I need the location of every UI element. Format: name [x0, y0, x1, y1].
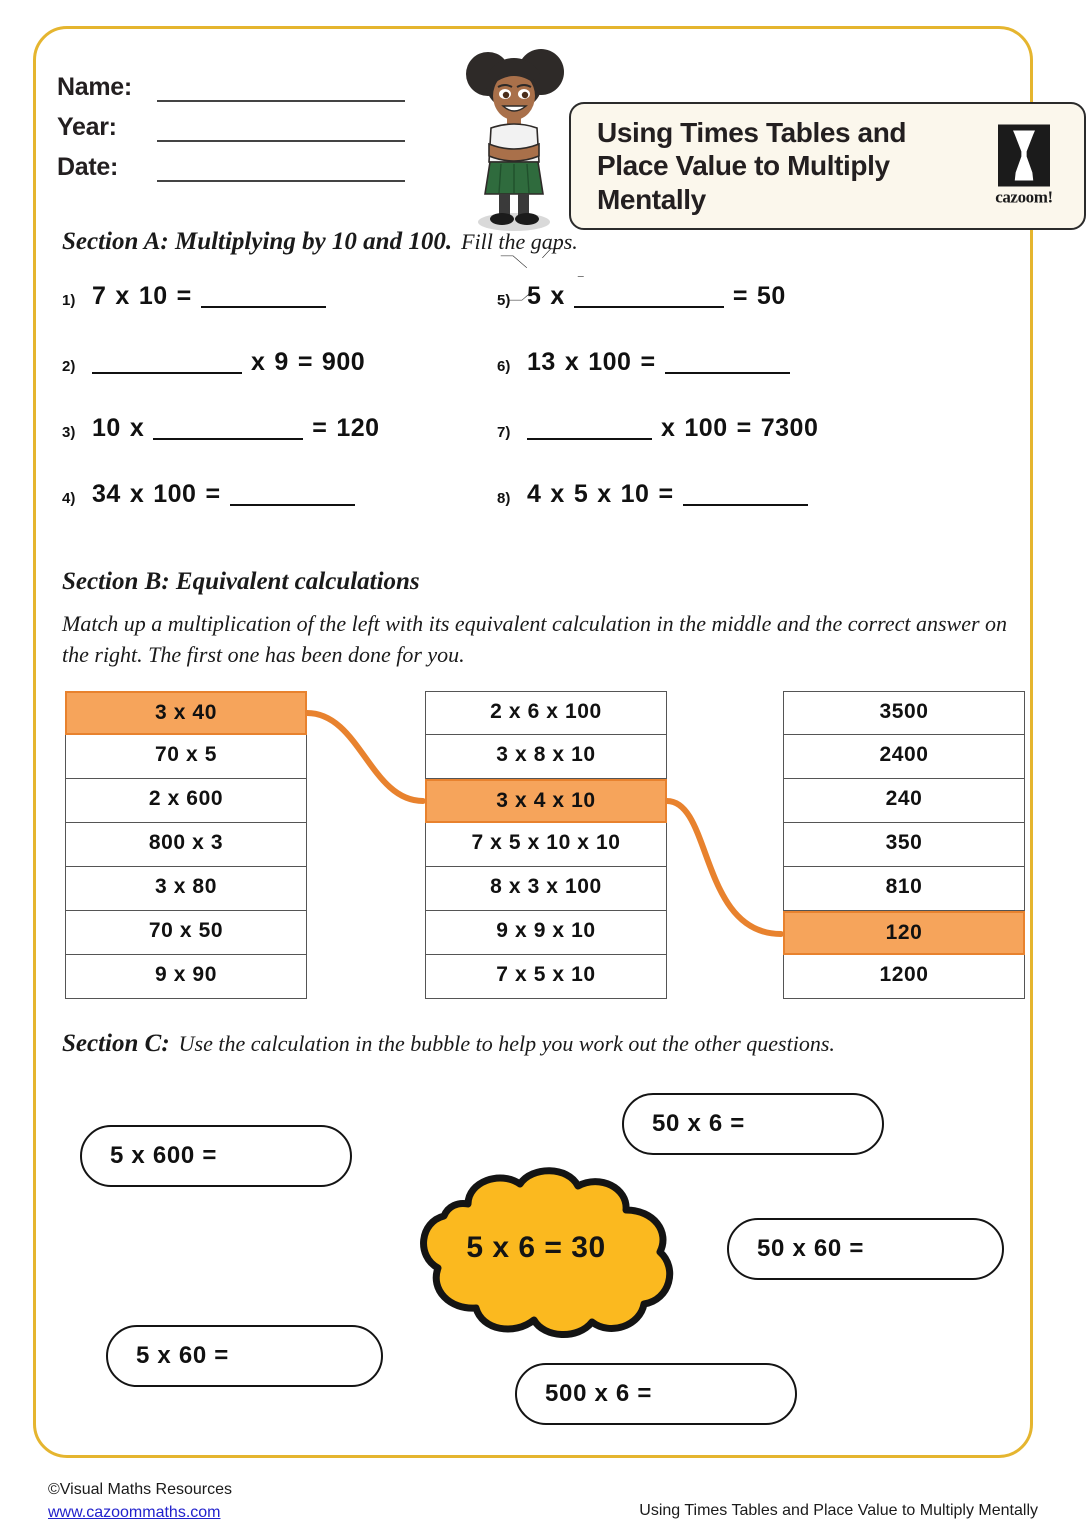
bubble-connector-lines — [0, 0, 1086, 340]
operand: 5 — [573, 480, 589, 508]
cazoom-wordmark: cazoom! — [995, 187, 1053, 207]
match-cell-right[interactable]: 120 — [783, 911, 1025, 955]
match-cell-left[interactable]: 70 x 50 — [65, 911, 307, 955]
question-number: 6) — [497, 358, 511, 375]
question-7 — [497, 414, 1022, 480]
page-title: Using Times Tables and Place Value to Multiply Mentally — [597, 117, 907, 215]
section-a-heading: Section A: Multiplying by 10 and 100. — [62, 228, 453, 255]
match-column-middle — [425, 691, 667, 999]
match-cell-left[interactable]: 70 x 5 — [65, 735, 307, 779]
match-cell-middle[interactable]: 7 x 5 x 10 — [425, 955, 667, 999]
match-cell-left[interactable]: 3 x 80 — [65, 867, 307, 911]
match-cell-left[interactable]: 3 x 40 — [65, 691, 307, 735]
operator: x — [597, 480, 612, 508]
bubble-text: 5 x 600 = — [110, 1142, 218, 1169]
question-number: 4) — [62, 490, 76, 507]
answer-blank[interactable] — [665, 348, 790, 374]
section-c-instruction: Use the calculation in the bubble to help you work out the other questions. — [178, 1031, 835, 1056]
question-4 — [62, 480, 497, 546]
question-number: 1) — [62, 292, 76, 309]
bubble-question[interactable] — [106, 1325, 383, 1387]
operand: 50 — [756, 282, 786, 310]
answer-blank[interactable] — [527, 414, 652, 440]
question-expression — [527, 480, 808, 509]
question-expression — [92, 348, 365, 377]
copyright-text: ©Visual Maths Resources — [48, 1481, 233, 1498]
equals-sign: = — [658, 480, 674, 508]
match-cell-left[interactable]: 2 x 600 — [65, 779, 307, 823]
equals-sign: = — [312, 414, 328, 442]
name-label: Name: — [57, 73, 132, 101]
section-b-heading: Section B: Equivalent calculations — [62, 568, 420, 595]
operand: 9 — [274, 348, 289, 376]
match-cell-right[interactable]: 1200 — [783, 955, 1025, 999]
operand: 34 — [92, 480, 121, 508]
question-number: 3) — [62, 424, 76, 441]
match-cell-right[interactable]: 810 — [783, 867, 1025, 911]
match-cell-middle[interactable]: 2 x 6 x 100 — [425, 691, 667, 735]
operand: 13 — [527, 348, 556, 376]
operator: x — [550, 480, 565, 508]
answer-blank[interactable] — [92, 348, 242, 374]
bubble-text: 50 x 60 = — [757, 1235, 865, 1262]
question-3 — [62, 414, 497, 480]
operator: x — [129, 480, 145, 508]
operator: x — [115, 282, 130, 310]
question-2 — [62, 348, 497, 414]
footer-left-block — [48, 1478, 232, 1524]
operator: x — [550, 282, 565, 310]
operator: x — [129, 414, 145, 442]
equals-sign: = — [176, 282, 192, 310]
footer-worksheet-name: Using Times Tables and Place Value to Multiply Mentally — [639, 1502, 1038, 1519]
question-number: 5) — [497, 292, 511, 309]
bubble-text: 5 x 60 = — [136, 1342, 230, 1369]
bubble-text: 50 x 6 = — [652, 1110, 746, 1137]
operator: x — [564, 348, 580, 376]
match-cell-right[interactable]: 2400 — [783, 735, 1025, 779]
match-cell-middle[interactable]: 3 x 4 x 10 — [425, 779, 667, 823]
question-8 — [497, 480, 1022, 546]
cloud-equation: 5 x 6 = 30 — [466, 1231, 606, 1264]
operand: 900 — [321, 348, 366, 376]
match-column-right — [783, 691, 1025, 999]
equals-sign: = — [732, 282, 748, 310]
year-label: Year: — [57, 113, 117, 141]
question-number: 2) — [62, 358, 76, 375]
match-cell-left[interactable]: 9 x 90 — [65, 955, 307, 999]
bubble-question[interactable] — [622, 1093, 884, 1155]
answer-blank[interactable] — [683, 480, 808, 506]
match-cell-right[interactable]: 3500 — [783, 691, 1025, 735]
match-column-left — [65, 691, 307, 999]
operand: 100 — [684, 414, 728, 442]
equals-sign: = — [640, 348, 656, 376]
operand: 100 — [588, 348, 632, 376]
section-c-heading-row — [62, 1030, 835, 1058]
match-cell-right[interactable]: 240 — [783, 779, 1025, 823]
question-expression — [92, 414, 380, 443]
operand: 7300 — [760, 414, 819, 442]
match-cell-middle[interactable]: 8 x 3 x 100 — [425, 867, 667, 911]
match-cell-middle[interactable]: 9 x 9 x 10 — [425, 911, 667, 955]
question-expression — [527, 348, 790, 377]
equals-sign: = — [736, 414, 752, 442]
question-expression — [92, 480, 355, 509]
answer-blank[interactable] — [153, 414, 303, 440]
operand: 7 — [92, 282, 107, 310]
operand: 5 — [527, 282, 542, 310]
question-expression — [527, 414, 818, 443]
section-a-instruction: Fill the gaps. — [461, 229, 578, 254]
match-cell-left[interactable]: 800 x 3 — [65, 823, 307, 867]
website-link[interactable]: www.cazoommaths.com — [48, 1504, 221, 1522]
equals-sign: = — [297, 348, 313, 376]
bubble-question[interactable] — [727, 1218, 1004, 1280]
operand: 4 — [527, 480, 542, 508]
question-number: 7) — [497, 424, 511, 441]
match-cell-middle[interactable]: 7 x 5 x 10 x 10 — [425, 823, 667, 867]
section-b-instruction: Match up a multiplication of the left with its equivalent calculation in the middle and the correct answer on the right. The first one has been done for you. — [62, 611, 1008, 668]
question-6 — [497, 348, 1022, 414]
operand: 10 — [620, 480, 650, 508]
operator: x — [661, 414, 676, 442]
question-number: 8) — [497, 490, 511, 507]
operand: 120 — [336, 414, 380, 442]
operand: 100 — [153, 480, 197, 508]
answer-blank[interactable] — [230, 480, 355, 506]
match-cell-right[interactable]: 350 — [783, 823, 1025, 867]
bubble-question[interactable] — [80, 1125, 352, 1187]
section-c-heading: Section C: — [62, 1030, 170, 1057]
date-label: Date: — [57, 153, 119, 181]
operator: x — [251, 348, 266, 376]
central-cloud — [372, 1160, 700, 1340]
bubble-text: 500 x 6 = — [545, 1380, 653, 1407]
match-cell-middle[interactable]: 3 x 8 x 10 — [425, 735, 667, 779]
operand: 10 — [138, 282, 168, 310]
equals-sign: = — [205, 480, 221, 508]
bubble-question[interactable] — [515, 1363, 797, 1425]
operand: 10 — [92, 414, 121, 442]
